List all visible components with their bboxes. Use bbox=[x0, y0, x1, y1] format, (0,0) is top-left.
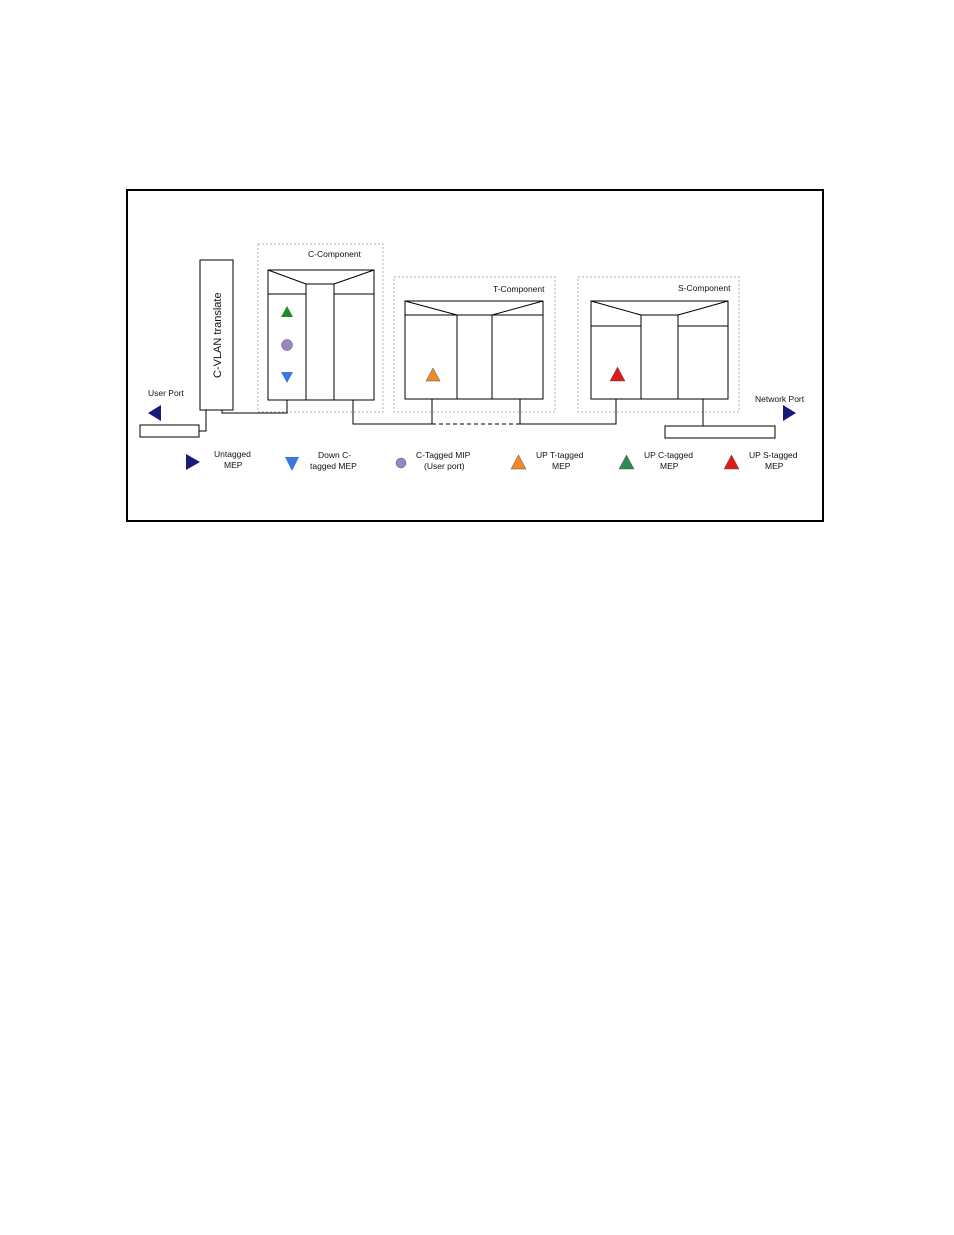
user-port-arrow bbox=[148, 405, 161, 421]
legend-up-c-tagged-mep-line2: MEP bbox=[660, 461, 679, 471]
legend-down-c-tagged-mep-line1: Down C- bbox=[318, 450, 352, 460]
user-port-box bbox=[140, 425, 199, 437]
c-vlan-translate-label: C-VLAN translate bbox=[212, 292, 224, 378]
figure-frame bbox=[126, 189, 824, 522]
legend-up-c-tagged-mep-icon bbox=[619, 455, 634, 469]
c-component-relay bbox=[306, 284, 334, 400]
legend-untagged-mep-icon bbox=[186, 454, 200, 470]
bridge-diagram bbox=[128, 191, 822, 520]
c-tagged-mip-marker bbox=[282, 340, 293, 351]
legend-up-t-tagged-mep-line2: MEP bbox=[552, 461, 571, 471]
c-component-label: C-Component bbox=[308, 249, 361, 259]
network-port-arrow bbox=[783, 405, 796, 421]
s-component-label: S-Component bbox=[678, 283, 731, 293]
legend bbox=[186, 449, 798, 471]
legend-up-s-tagged-mep-icon bbox=[724, 455, 739, 469]
legend-down-c-tagged-mep-icon bbox=[285, 457, 299, 471]
legend-c-tagged-mip-line2: (User port) bbox=[424, 461, 465, 471]
legend-c-tagged-mip-line1: C-Tagged MIP bbox=[416, 450, 471, 460]
user-port-label: User Port bbox=[148, 388, 184, 398]
legend-up-t-tagged-mep-icon bbox=[511, 455, 526, 469]
legend-down-c-tagged-mep-line2: tagged MEP bbox=[310, 461, 357, 471]
legend-up-t-tagged-mep-line1: UP T-tagged bbox=[536, 450, 584, 460]
legend-c-tagged-mip-icon bbox=[396, 458, 406, 468]
legend-untagged-mep-line2: MEP bbox=[224, 460, 243, 470]
t-component-label: T-Component bbox=[493, 284, 545, 294]
legend-up-s-tagged-mep-line1: UP S-tagged bbox=[749, 450, 798, 460]
legend-up-s-tagged-mep-line2: MEP bbox=[765, 461, 784, 471]
legend-up-c-tagged-mep-line1: UP C-tagged bbox=[644, 450, 693, 460]
legend-untagged-mep-line1: Untagged bbox=[214, 449, 251, 459]
network-port-box bbox=[665, 426, 775, 438]
network-port-label: Network Port bbox=[755, 394, 805, 404]
